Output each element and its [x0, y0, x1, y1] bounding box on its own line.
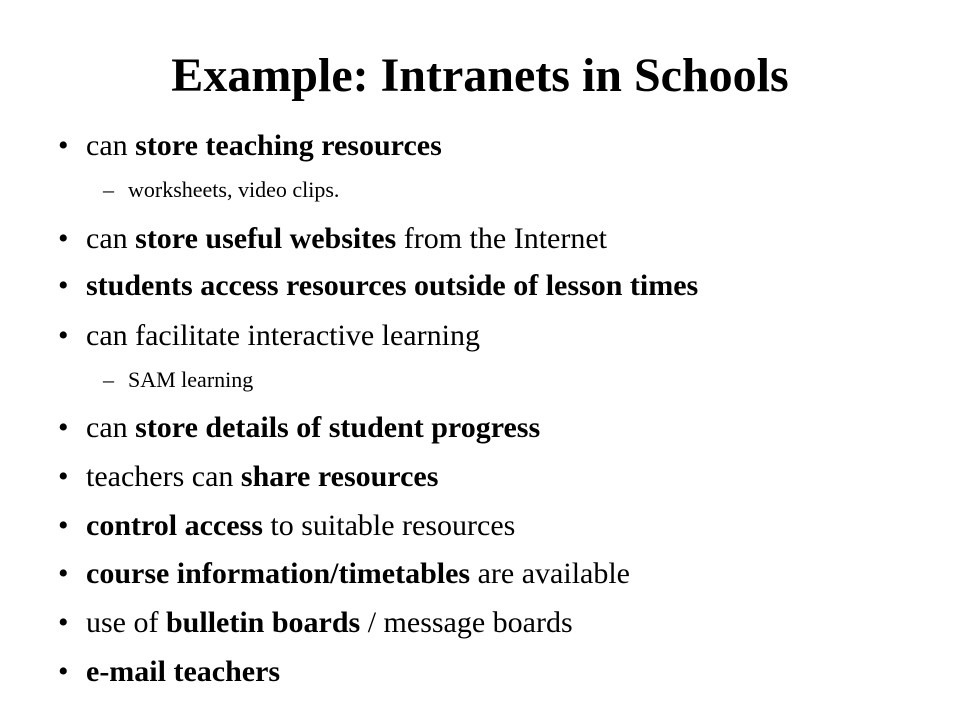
bullet-text-bold: share resources: [240, 460, 439, 493]
bullet-marker: •: [58, 129, 69, 162]
bullet-marker: •: [58, 606, 69, 639]
bullet-text: can: [86, 222, 136, 255]
bullet-marker: •: [58, 509, 69, 542]
sub-bullet-item: [103, 176, 339, 204]
bullet-text: worksheets, video clips.: [128, 177, 340, 202]
bullet-text-bold: e-mail teachers: [86, 655, 281, 688]
bullet-item: [58, 556, 630, 592]
bullet-text-bold: students access resources outside of lesson times: [86, 269, 699, 302]
bullet-text-bold: store useful websites: [135, 222, 397, 255]
bullet-text: from the Internet: [396, 222, 607, 255]
bullet-item: [58, 318, 480, 354]
bullet-text: are available: [470, 557, 630, 590]
bullet-item: [58, 268, 698, 304]
bullet-marker: •: [58, 222, 69, 255]
bullet-item: [58, 410, 540, 446]
dash-marker: –: [103, 177, 114, 202]
bullet-item: [58, 221, 607, 257]
bullet-item: [58, 654, 280, 690]
bullet-text-bold: bulletin boards: [165, 606, 361, 639]
bullet-marker: •: [58, 655, 69, 688]
bullet-marker: •: [58, 411, 69, 444]
bullet-text: can facilitate interactive learning: [86, 319, 480, 352]
bullet-text: teachers can: [86, 460, 241, 493]
bullet-text-bold: course information/timetables: [86, 557, 471, 590]
bullet-text-bold: store details of student progress: [135, 411, 541, 444]
dash-marker: –: [103, 367, 114, 392]
bullet-marker: •: [58, 319, 69, 352]
bullet-marker: •: [58, 460, 69, 493]
bullet-text: can: [86, 129, 136, 162]
bullet-marker: •: [58, 269, 69, 302]
bullet-text-bold: store teaching resources: [135, 129, 442, 162]
bullet-text: can: [86, 411, 136, 444]
bullet-text: to suitable resources: [262, 509, 516, 542]
bullet-marker: •: [58, 557, 69, 590]
bullet-text: SAM learning: [128, 367, 254, 392]
bullet-item: [58, 128, 442, 164]
bullet-text: / message boards: [360, 606, 573, 639]
slide-title: Example: Intranets in Schools: [171, 49, 789, 102]
bullet-item: [58, 459, 438, 495]
bullet-text: use of: [86, 606, 166, 639]
bullet-text-bold: control access: [86, 509, 263, 542]
bullet-item: [58, 508, 515, 544]
sub-bullet-item: [103, 366, 253, 394]
bullet-item: [58, 605, 573, 641]
